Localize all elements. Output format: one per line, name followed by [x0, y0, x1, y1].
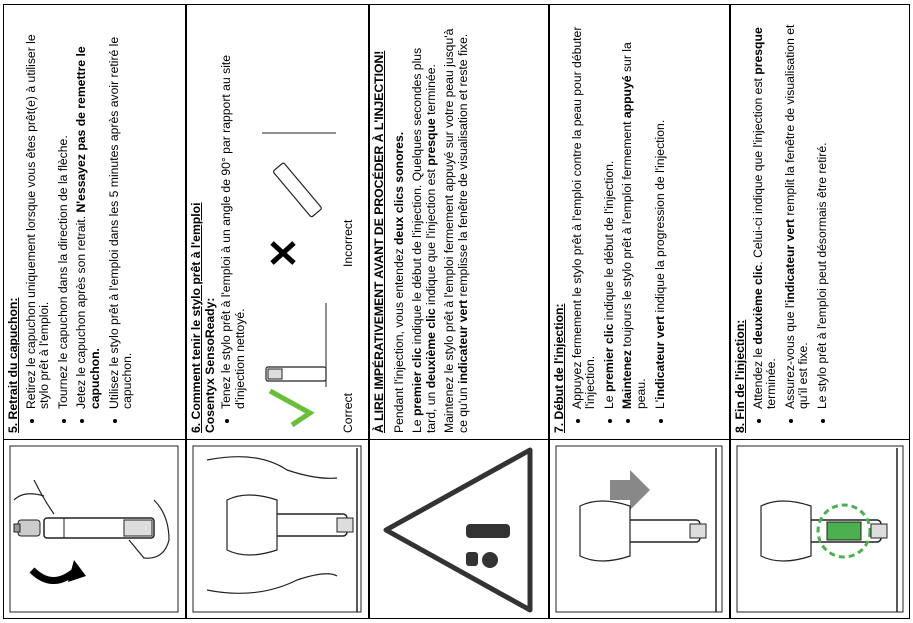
step-6-image — [187, 440, 368, 618]
step-6-title-line-2: Cosentyx SensoReady: — [202, 297, 217, 433]
warning-image — [370, 440, 548, 618]
step-5-bullet-1: • Retirez le capuchon uniquement lorsque vous êtes prêt(e) à utiliser le stylo prêt à l'emploi. — [25, 23, 52, 409]
warning-title: À LIRE IMPÉRATIVEMENT AVANT DE PROCÉDER À L'INJECTION! — [372, 50, 386, 433]
step-6-column — [186, 4, 369, 619]
pen-angle-cross-icon — [272, 243, 294, 263]
hand-pen-illustration — [731, 440, 909, 620]
hand-pen-illustration — [550, 440, 728, 620]
step-5-text — [4, 15, 179, 439]
step-6-title — [190, 23, 217, 433]
step-5-column — [3, 4, 186, 619]
step-5-image — [4, 440, 185, 618]
pen-angle-check-icon — [270, 391, 310, 425]
step-5-bullet-2: • Tournez le capuchon dans la direction de la flèche. — [57, 23, 71, 409]
warning-column — [369, 4, 549, 619]
step-7-title: 7. Début de l'injection: — [552, 303, 566, 433]
incorrect-label: Incorrect — [341, 219, 356, 267]
warning-paragraph-3: Maintenez le stylo prêt à l'emploi fermement appuyé sur votre peau jusqu'à ce qu'un indicateur vert remplisse la fenêtre de visualisation et reste fixe. — [442, 28, 470, 433]
warning-triangle-icon — [370, 440, 548, 620]
step-5-bullet-3 — [75, 23, 102, 409]
warning-paragraph-2: Le premier clic indique le début de l'injection. Quelques secondes plus tard, un deuxième clic indique que l'injection est presque terminée. — [410, 47, 438, 433]
step-7-text — [550, 15, 725, 439]
step-6-bullet-1: • Tenez le stylo prêt à l'emploi à un angle de 90° par rapport au site d'injection nettoyé. — [220, 23, 247, 409]
step-7-bullet-3: • Maintenez toujours le stylo prêt à l'emploi fermement appuyé sur la peau. — [621, 23, 648, 409]
step-7-column — [549, 4, 730, 619]
pen-cap-removal-illustration — [4, 440, 184, 620]
step-8-text — [731, 15, 906, 439]
step-8-column — [730, 4, 910, 619]
hand-pen-illustration — [187, 440, 367, 620]
correct-label: Correct — [341, 393, 356, 433]
step-8-title: 8. Fin de l'injection: — [733, 319, 747, 433]
step-5-bullet-3-text: Jetez le capuchon après son retrait. — [74, 212, 89, 409]
step-5-bullet-3-bold: N'essayez pas de remettre le capuchon. — [74, 46, 102, 409]
step-7-bullet-4: • L'indicateur vert indique la progression de l'injection. — [654, 23, 668, 409]
step-7-bullet-1: • Appuyez fermement le stylo prêt à l'emploi contre la peau pour débuter l'injection. — [571, 23, 598, 409]
step-8-bullet-2: • Assurez-vous que l'indicateur vert remplit la fenêtre de visualisation et qu'il est fixe. — [784, 23, 811, 409]
step-5-title: 5. Retrait du capuchon: — [6, 297, 20, 433]
warning-text — [370, 15, 545, 439]
step-8-bullet-1: • Attendez le deuxième clic. Celui-ci indique que l'injection est presque terminée. — [752, 23, 779, 409]
pen-angle-examples — [252, 23, 364, 433]
step-5-bullet-4: • Utilisez le stylo prêt à l'emploi dans les 5 minutes après avoir retiré le capuchon. — [108, 23, 135, 409]
step-6-title-line-1: 6. Comment tenir le stylo prêt à l'emploi — [189, 202, 203, 433]
warning-paragraph-1: Pendant l'injection, vous entendez deux clics sonores. — [391, 131, 406, 433]
step-7-image — [550, 440, 729, 618]
step-6-text — [187, 15, 362, 439]
step-8-bullet-3: • Le stylo prêt à l'emploi peut désormais être retiré. — [816, 23, 830, 409]
step-8-image — [731, 440, 909, 618]
step-7-bullet-2: • Le premier clic indique le début de l'injection. — [603, 23, 617, 409]
